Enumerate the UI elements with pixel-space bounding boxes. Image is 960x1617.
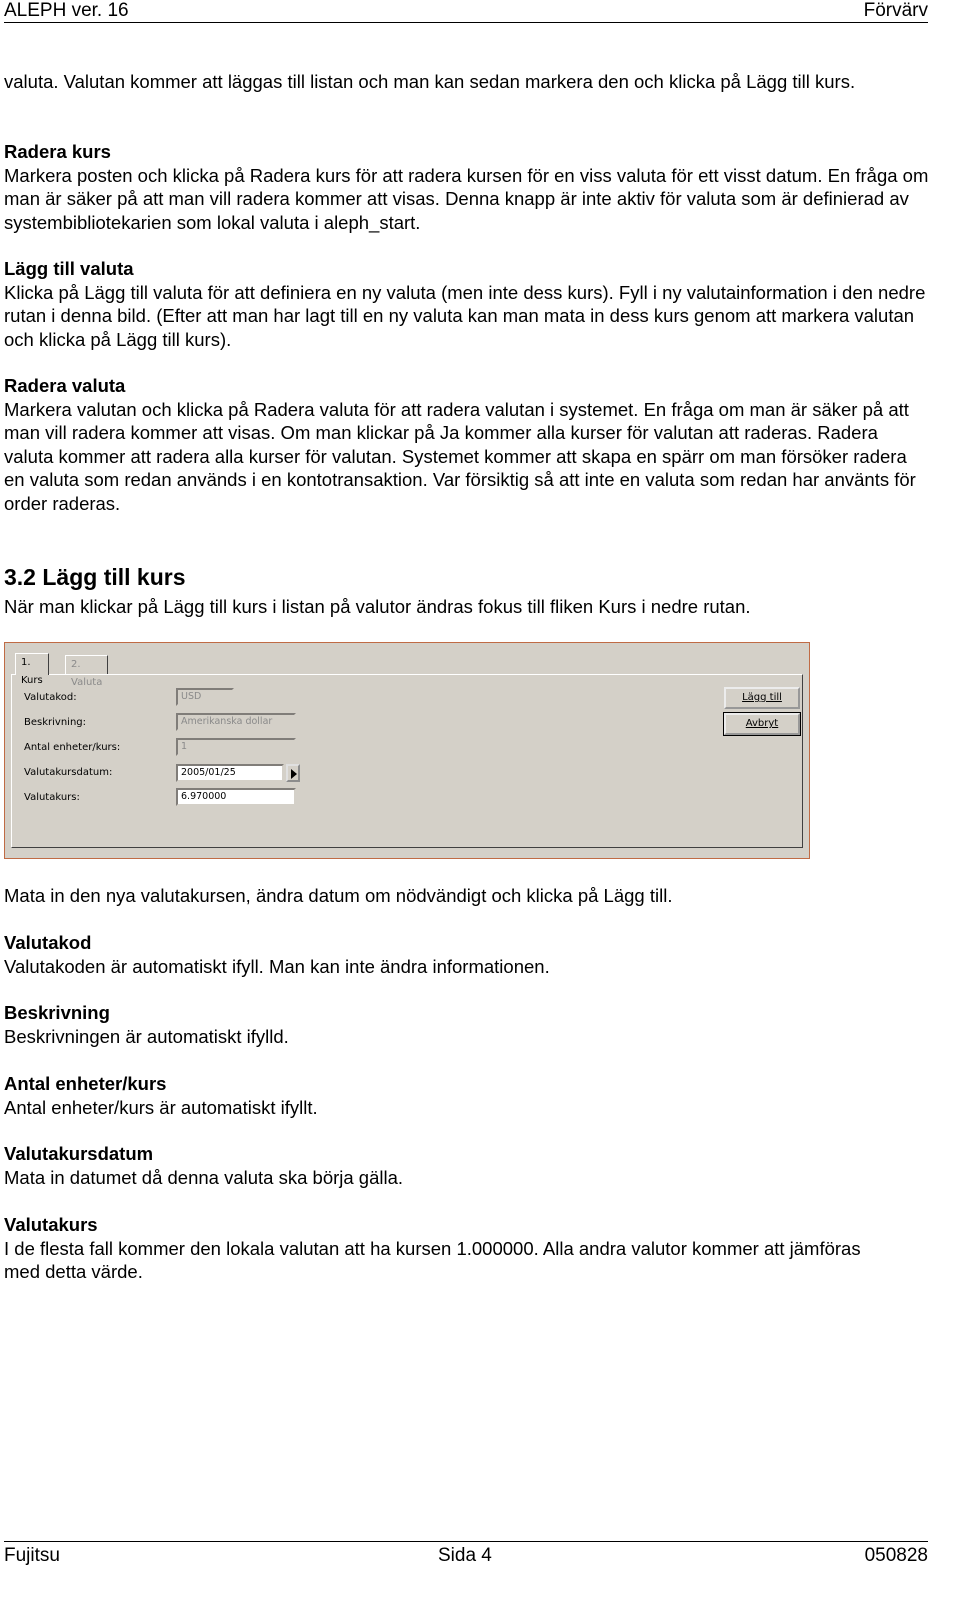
- after-dialog-text: Mata in den nya valutakursen, ändra datum om nödvändigt och klicka på Lägg till.: [4, 885, 673, 906]
- date-picker-arrow-icon[interactable]: [286, 764, 300, 782]
- valutakurs-field[interactable]: 6.970000: [176, 788, 296, 806]
- page-header: [4, 0, 928, 23]
- footer-date: 050828: [864, 1545, 928, 1566]
- radera-kurs-text: Markera posten och klicka på Radera kurs för att radera kursen för en viss valuta för ett visst datum. En fråga om man är säker på att man vill radera kommer att visas. Denna knapp är inte aktiv för valuta som är definierad av systembibliotekarien som lokal valuta i aleph_start.: [4, 164, 929, 233]
- valutakursdatum-label: Valutakursdatum:: [24, 767, 113, 778]
- definition-title: Valutakurs: [4, 1214, 98, 1235]
- beskrivning-field: Amerikanska dollar: [176, 713, 296, 731]
- antal-enheter-field: 1: [176, 738, 296, 756]
- radera-valuta-section: [4, 374, 932, 515]
- tab-valuta[interactable]: 2. Valuta: [65, 655, 108, 674]
- definition-text: Beskrivningen är automatiskt ifylld.: [4, 1025, 289, 1047]
- section-3-2: [4, 563, 932, 619]
- definition-title: Valutakursdatum: [4, 1143, 154, 1164]
- definition-text: Mata in datumet då denna valuta ska börja gälla.: [4, 1166, 404, 1188]
- definition-text: I de flesta fall kommer den lokala valutan att ha kursen 1.000000. Alla andra valutor kommer att jämföras med detta värde.: [4, 1237, 861, 1282]
- radera-valuta-text: Markera valutan och klicka på Radera valuta för att radera valutan i systemet. En fråga om man är säker på att man vill radera kommer att visas. Om man klickar på Ja kommer alla kurser för valutan att raderas. Radera valuta kommer att radera alla kurser för valutan. Systemet kommer att skapa en spärr om man försöker radera en valuta som redan används i en kontotransaktion. Var försiktig så att inte en valuta som redan har använts för order raderas.: [4, 398, 916, 514]
- definition-title: Antal enheter/kurs: [4, 1073, 167, 1094]
- footer-company: Fujitsu: [4, 1545, 60, 1566]
- section-text: När man klickar på Lägg till kurs i listan på valutor ändras fokus till fliken Kurs i nedre rutan.: [4, 596, 751, 617]
- lagg-till-button[interactable]: Lägg till: [724, 687, 800, 709]
- beskrivning-label: Beskrivning:: [24, 717, 86, 728]
- lagg-till-valuta-section: [4, 257, 932, 351]
- definition-antal-enheter: [4, 1072, 932, 1119]
- page-footer: [4, 1541, 928, 1568]
- radera-kurs-heading: Radera kurs: [4, 141, 111, 162]
- definition-text: Valutakoden är automatiskt ifyll. Man kan inte ändra informationen.: [4, 955, 550, 977]
- after-dialog-paragraph: [4, 884, 932, 908]
- footer-page-number: Sida 4: [438, 1545, 492, 1566]
- avbryt-button[interactable]: Avbryt: [724, 713, 800, 735]
- lagg-till-valuta-text: Klicka på Lägg till valuta för att definiera en ny valuta (men inte dess kurs). Fyll i ny valutainformation i den nedre rutan i denna bild. (Efter att man har lagt till en ny valuta kan man mata in dess kurs genom att markera valutan och klicka på Lägg till kurs).: [4, 281, 926, 350]
- valutakod-label: Valutakod:: [24, 692, 77, 703]
- definition-valutakod: [4, 931, 932, 978]
- lagg-till-valuta-heading: Lägg till valuta: [4, 258, 134, 279]
- valutakursdatum-field[interactable]: 2005/01/25: [176, 764, 284, 782]
- tab-kurs[interactable]: 1. Kurs: [15, 653, 49, 675]
- intro-text: valuta. Valutan kommer att läggas till listan och man kan sedan markera den och klicka på Lägg till kurs.: [4, 71, 856, 92]
- radera-kurs-section: [4, 140, 932, 234]
- dialog-panel: [11, 674, 803, 848]
- intro-paragraph: [4, 70, 904, 94]
- header-title: ALEPH ver. 16: [4, 0, 129, 21]
- definition-text: Antal enheter/kurs är automatiskt ifyllt.: [4, 1096, 318, 1118]
- dialog-screenshot: [4, 642, 810, 859]
- definition-title: Beskrivning: [4, 1002, 110, 1023]
- valutakurs-label: Valutakurs:: [24, 792, 80, 803]
- antal-enheter-label: Antal enheter/kurs:: [24, 742, 121, 753]
- definition-title: Valutakod: [4, 932, 92, 953]
- definition-valutakursdatum: [4, 1142, 932, 1189]
- definition-beskrivning: [4, 1001, 932, 1048]
- header-section: Förvärv: [863, 0, 928, 21]
- section-heading: 3.2 Lägg till kurs: [4, 564, 186, 590]
- valutakod-field: USD: [176, 688, 234, 706]
- definition-valutakurs: [4, 1213, 874, 1284]
- radera-valuta-heading: Radera valuta: [4, 375, 126, 396]
